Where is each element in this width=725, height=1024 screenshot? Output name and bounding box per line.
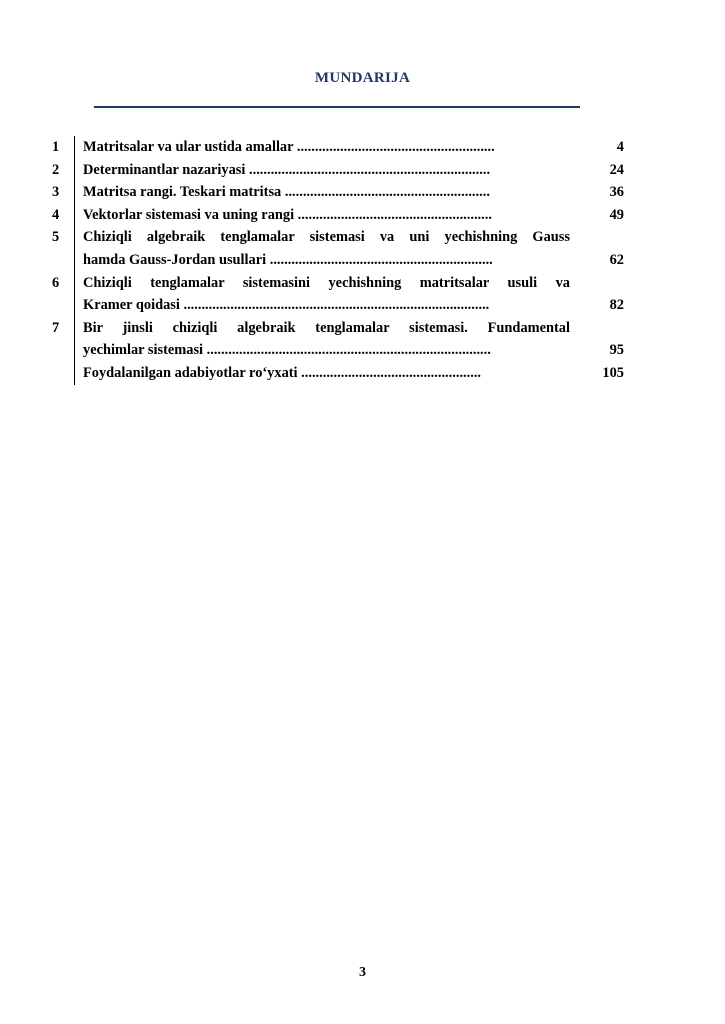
- toc-entry: [74, 181, 624, 204]
- toc-number: 6: [52, 274, 60, 291]
- toc-page: 62: [609, 251, 624, 268]
- toc-page: 95: [609, 342, 624, 359]
- toc-title-line[interactable]: Matritsalar va ular ustida amallar .......................................................: [83, 139, 495, 155]
- toc-row: [52, 204, 624, 227]
- toc-page: 49: [609, 206, 624, 223]
- page-title: MUNDARIJA: [314, 70, 411, 86]
- title-underline: [94, 106, 580, 108]
- toc-entry: [74, 317, 624, 362]
- toc-entry: [74, 204, 624, 227]
- toc-page: 36: [609, 184, 624, 201]
- toc-row: [52, 136, 624, 159]
- toc-title-line[interactable]: Determinantlar nazariyasi ...................................................................: [83, 161, 491, 178]
- toc-page: 24: [609, 161, 624, 178]
- toc-title-line[interactable]: Matritsa rangi. Teskari matritsa .........................................................: [83, 184, 490, 201]
- toc-number: 7: [52, 319, 60, 336]
- toc-page: 4: [616, 139, 624, 155]
- toc-number: 4: [52, 206, 60, 223]
- toc-number: 5: [52, 229, 60, 246]
- table-of-contents: [52, 136, 624, 385]
- page-number: 3: [359, 965, 366, 980]
- toc-entry: [74, 362, 624, 385]
- toc-title-line[interactable]: yechimlar sistemasi ...............................................................................: [83, 342, 491, 359]
- toc-row: [52, 272, 624, 317]
- toc-page: 82: [609, 297, 624, 314]
- toc-row: [52, 181, 624, 204]
- toc-title-line[interactable]: Bir jinsli chiziqli algebraik tenglamalar sistemasi. Fundamental: [83, 319, 570, 336]
- toc-number: 1: [52, 139, 60, 155]
- toc-row: [52, 317, 624, 362]
- toc-entry: [74, 226, 624, 271]
- toc-title-line[interactable]: Foydalanilgan adabiyotlar ro‘yxati ..................................................: [83, 364, 482, 381]
- toc-row: [52, 159, 624, 182]
- toc-title-line[interactable]: Chiziqli tenglamalar sistemasini yechishning matritsalar usuli va: [83, 274, 570, 291]
- toc-page: 105: [602, 364, 624, 381]
- toc-title-line[interactable]: Chiziqli algebraik tenglamalar sistemasi va uni yechishning Gauss: [83, 229, 570, 246]
- toc-number: 3: [52, 184, 60, 201]
- toc-title-line[interactable]: Kramer qoidasi .....................................................................................: [83, 297, 490, 314]
- toc-title-line[interactable]: hamda Gauss-Jordan usullari ..............................................................: [83, 251, 493, 268]
- toc-row: [52, 226, 624, 271]
- toc-entry: [74, 159, 624, 182]
- toc-title-line[interactable]: Vektorlar sistemasi va uning rangi ......................................................: [83, 206, 492, 223]
- toc-entry: [74, 272, 624, 317]
- toc-entry: [74, 136, 624, 159]
- toc-row: [52, 362, 624, 385]
- toc-number: 2: [52, 161, 60, 178]
